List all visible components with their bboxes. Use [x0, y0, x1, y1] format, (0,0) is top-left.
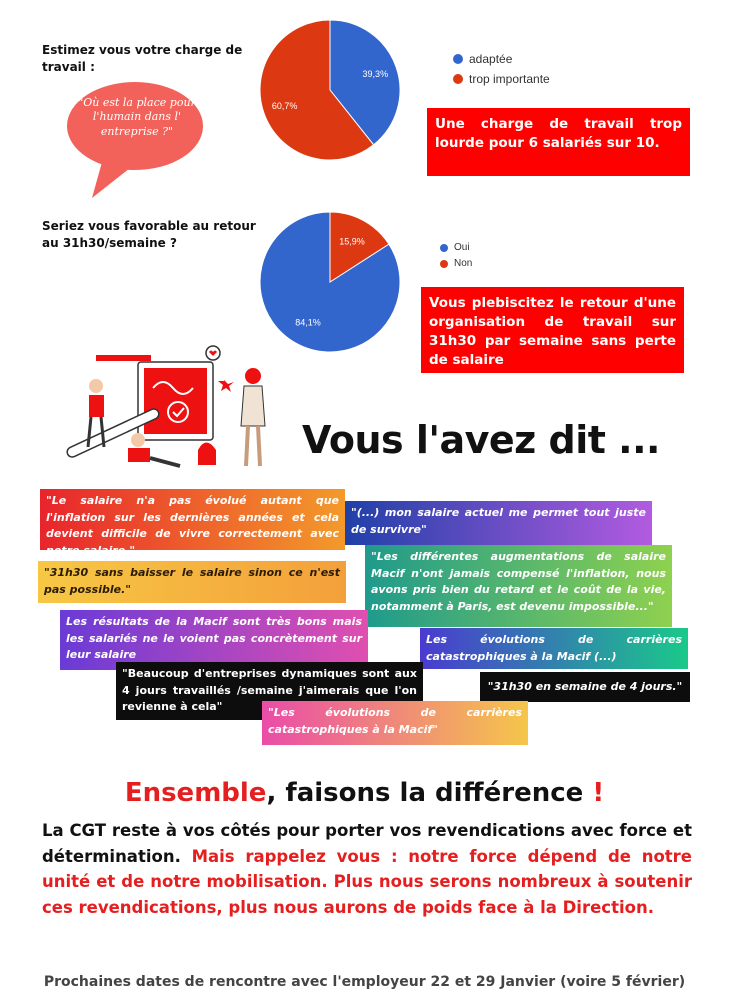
quote-card	[365, 545, 672, 627]
quote-text: "31h30 sans baisser le salaire sinon ce n'est pas possible."	[44, 566, 340, 596]
closing-paragraph	[42, 818, 692, 920]
survey1-question: Estimez vous votre charge de travail :	[42, 43, 243, 75]
speech-bubble-text: "Où est la place pour l'humain dans l' entreprise ?"	[78, 96, 196, 138]
pie-data-label: 39,3%	[362, 69, 389, 80]
quote-card	[480, 672, 690, 702]
quote-text: "Le salaire n'a pas évolué autant que l'inflation sur les dernières années et cela devient difficile de vivre correctement avec notre salaire."	[46, 494, 339, 557]
closing-para-black: La CGT reste à vos côtés pour porter vos revendications avec force et détermination.	[42, 821, 692, 866]
pie-data-label: 15,9%	[339, 236, 365, 247]
footer-dates: Prochaines dates de rencontre avec l'employeur 22 et 29 Janvier (voire 5 février)	[43, 974, 686, 990]
closing-title-mark: !	[592, 778, 605, 808]
closing-title-rest: , faisons la différence	[266, 778, 593, 808]
legend-item	[440, 242, 472, 253]
quote-text: "Beaucoup d'entreprises dynamiques sont aux 4 jours travaillés /semaine j'aimerais que l'on revienne à cela"	[122, 667, 417, 713]
quote-card	[38, 561, 346, 603]
legend-item	[440, 258, 472, 269]
pie-data-label: 60,7%	[271, 100, 298, 111]
legend-label: Oui	[454, 242, 470, 253]
legend-label: trop importante	[469, 72, 550, 86]
section-heading: Vous l'avez dit ...	[302, 418, 660, 462]
quote-text: "(...) mon salaire actuel me permet tout juste de survivre"	[351, 506, 646, 536]
quote-card	[345, 501, 652, 545]
survey2-result-box: Vous plebiscitez le retour d'une organisation de travail sur 31h30 par semaine sans perte de salaire	[421, 287, 684, 373]
survey1-legend	[453, 52, 550, 86]
legend-label: Non	[454, 258, 473, 269]
quote-text: "31h30 en semaine de 4 jours."	[487, 680, 683, 693]
star-icon	[218, 380, 234, 392]
legend-label: adaptée	[469, 52, 513, 66]
closing-title-accent: Ensemble	[124, 778, 267, 808]
quote-text: "Les évolutions de carrières catastrophiques à la Macif"	[268, 706, 522, 736]
quote-card	[420, 628, 688, 669]
closing-title	[0, 778, 729, 808]
decor-bar	[96, 355, 151, 361]
quote-text: "Les différentes augmentations de salaire Macif n'ont jamais compensé l'inflation, nous avons pris bien du retard et le coût de la vie, notamment à Paris, est devenu impossible..."	[371, 550, 666, 613]
quote-card	[262, 701, 528, 745]
teamwork-illustration	[58, 340, 288, 475]
legend-swatch-orange	[453, 74, 463, 84]
pie-data-label: 84,1%	[295, 317, 321, 328]
quote-text: Les évolutions de carrières catastrophiques à la Macif (...)	[426, 633, 682, 663]
survey1-pie-chart	[258, 20, 408, 160]
quote-card	[60, 610, 368, 670]
legend-item	[453, 52, 550, 66]
legend-item	[453, 72, 550, 86]
survey2-legend	[440, 242, 472, 269]
legend-swatch-blue	[440, 244, 448, 252]
closing-para-red: Mais rappelez vous : notre force dépend de notre unité et de notre mobilisation. Plus nous serons nombreux à soutenir ces revendications, plus nous aurons de poids face à la Direction.	[42, 846, 692, 917]
quote-card	[40, 489, 345, 557]
legend-swatch-orange	[440, 260, 448, 268]
legend-swatch-blue	[453, 54, 463, 64]
survey2-question: Seriez vous favorable au retour au 31h30/semaine ?	[42, 219, 256, 251]
bag-icon	[198, 443, 216, 466]
survey1-result-box: Une charge de travail trop lourde pour 6 salariés sur 10.	[427, 108, 690, 176]
survey2-pie-chart	[258, 205, 408, 355]
quote-text: Les résultats de la Macif sont très bons mais les salariés ne le voient pas concrètement sur leur salaire	[66, 615, 362, 661]
